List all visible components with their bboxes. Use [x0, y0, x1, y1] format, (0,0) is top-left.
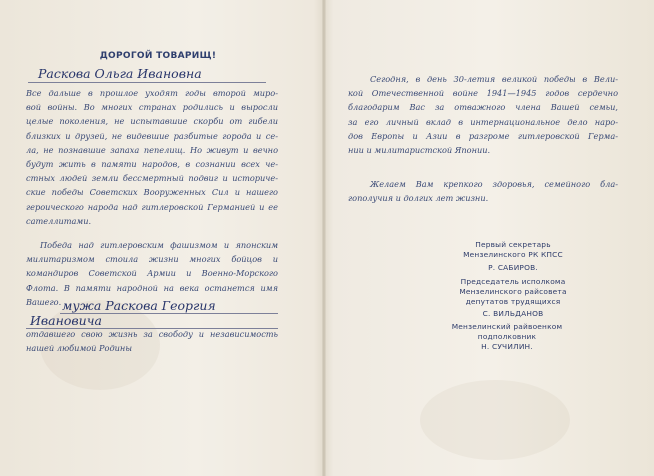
signature-title-line: депутатов трудящихся: [465, 296, 561, 306]
signature-block-chairman: [448, 277, 578, 319]
text-line: Желаем Вам крепкого здоровья, семейного бла-: [370, 179, 618, 189]
text-line: кой Отечественной войне 1941—1945 годов сердечно: [348, 88, 618, 99]
fallen-relative-handwritten-line-1: мужа Раскова Георгия: [62, 298, 216, 313]
left-page: [0, 0, 322, 476]
text-line: будут жить в памяти народов, в сознании всех че-: [26, 159, 278, 170]
signature-title-line: подполковник: [477, 331, 537, 341]
signatory-name: Н. СУЧИЛИН.: [481, 341, 533, 351]
fallen-relative-handwritten-line-2: Ивановича: [30, 313, 102, 328]
signatory-name: Р. САБИРОВ.: [488, 262, 538, 272]
text-line: ские победы Советских Вооруженных Сил и нашего: [26, 187, 278, 198]
text-line: Победа над гитлеровским фашизмом и японским: [40, 240, 278, 250]
text-line: целые поколения, не испытавшие скорби от гибели: [26, 116, 278, 127]
text-line: гополучия и долгих лет жизни.: [348, 193, 489, 204]
signature-block-secretary: [448, 240, 578, 272]
signatory-name: С. ВИЛЬДАНОВ: [482, 309, 544, 319]
text-line: отдавшего свою жизнь за свободу и независимость: [26, 329, 278, 339]
text-line: стных людей земли бессмертный подвиг и историче-: [26, 173, 278, 184]
letter-heading: ДОРОГОЙ ТОВАРИЩ!: [99, 51, 217, 61]
text-line: близких и друзей, не видевшие разбитые города и се-: [26, 130, 278, 141]
right-paragraph-2: [348, 177, 618, 205]
text-line: Сегодня, в день 30-летия великой победы в Вели-: [370, 74, 618, 84]
signature-title-line: Первый секретарь: [475, 240, 551, 249]
text-line: Вашего.: [26, 296, 62, 307]
text-line: Флота. В памяти народной на века останется имя: [26, 282, 278, 293]
text-line: за его личный вклад в интернациональное дело наро-: [348, 116, 618, 127]
left-paragraph-1: [26, 86, 278, 228]
signature-title-line: Мензелинский райвоенком: [451, 322, 563, 331]
right-page: [326, 0, 654, 476]
right-paragraph-1: [348, 72, 618, 157]
left-paragraph-3: [26, 327, 278, 355]
text-line: командиров Советской Армии и Военно-Морского: [26, 268, 278, 279]
text-line: героического народа над гитлеровской Германией и ее: [26, 201, 278, 212]
text-line: дов Европы и Азии в разгроме гитлеровской Герма-: [348, 130, 618, 141]
recipient-underline: [28, 82, 266, 83]
signature-title-line: Председатель исполкома: [460, 277, 566, 286]
recipient-name-handwritten: Раскова Ольга Ивановна: [38, 66, 202, 81]
text-line: нашей любимой Родины: [26, 343, 132, 354]
text-line: милитаризмом стоила жизни многих бойцов и: [26, 254, 278, 265]
text-line: благодарим Вас за отважного члена Вашей семьи,: [348, 102, 618, 113]
signature-block-commissar: [432, 322, 582, 351]
text-line: Все дальше в прошлое уходят годы второй миро-: [26, 88, 278, 98]
text-line: сателлитами.: [26, 215, 92, 226]
signature-title-line: Мензелинского РК КПСС: [463, 249, 563, 259]
text-line: нии и милитаристской Японии.: [348, 145, 491, 156]
text-line: вой войны. Во многих странах родились и выросли: [26, 102, 278, 113]
text-line: ла, не познавшие запаха пепелищ. Но живут и вечно: [26, 144, 278, 155]
signature-title-line: Мензелинского райсовета: [459, 286, 567, 296]
